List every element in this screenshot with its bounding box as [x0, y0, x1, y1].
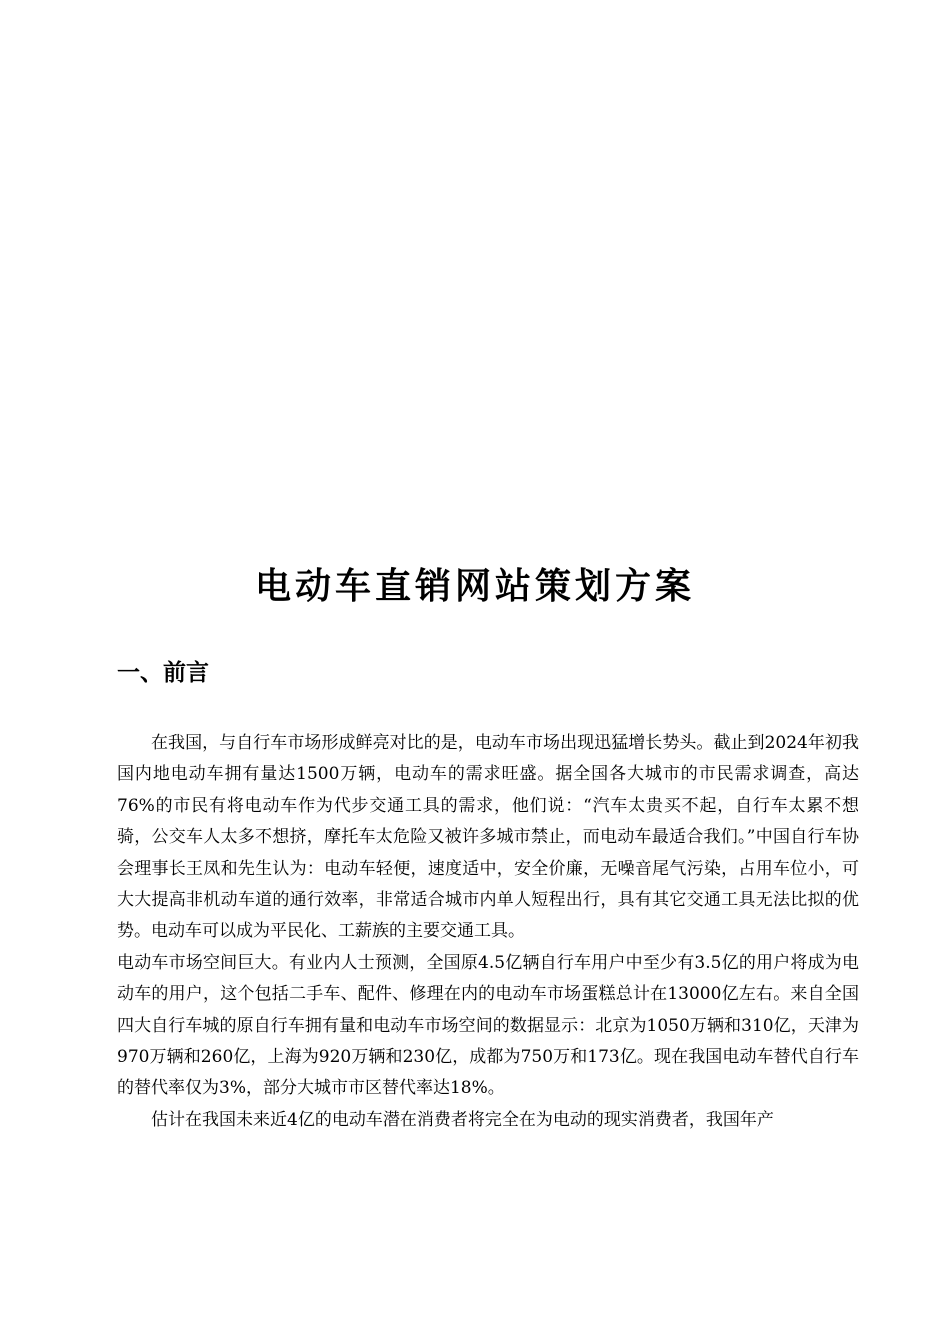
paragraph: 电动车市场空间巨大。有业内人士预测，全国原4.5亿辆自行车用户中至少有3.5亿的用户将成为电动车的用户，这个包括二手车、配件、修理在内的电动车市场蛋糕总计在13000亿左右。来自全国四大自行车城的原自行车拥有量和电动车市场空间的数据显示：北京为1050万辆和310亿，天津为970万辆和260亿，上海为920万辆和230亿，成都为750万和173亿。现在我国电动车替代自行车的替代率仅为3%，部分大城市市区替代率达18%。 — [117, 952, 859, 1099]
section-heading: 一、前言 — [117, 660, 209, 686]
paragraph: 估计在我国未来近4亿的电动车潜在消费者将完全在为电动的现实消费者，我国年产 — [151, 1109, 774, 1130]
document-title: 电动车直销网站策划方案 — [254, 565, 695, 607]
body-text — [117, 728, 859, 1136]
paragraph: 在我国，与自行车市场形成鲜亮对比的是，电动车市场出现迅猛增长势头。截止到2024年初我国内地电动车拥有量达1500万辆，电动车的需求旺盛。据全国各大城市的市民需求调查，高达76%的市民有将电动车作为代步交通工具的需求，他们说：“汽车太贵买不起，自行车太累不想骑，公交车人太多不想挤，摩托车太危险又被许多城市禁止，而电动车最适合我们。”中国自行车协会理事长王凤和先生认为：电动车轻便，速度适中，安全价廉，无噪音尾气污染，占用车位小，可大大提高非机动车道的通行效率，非常适合城市内单人短程出行，具有其它交通工具无法比拟的优势。电动车可以成为平民化、工薪族的主要交通工具。 — [117, 733, 859, 942]
